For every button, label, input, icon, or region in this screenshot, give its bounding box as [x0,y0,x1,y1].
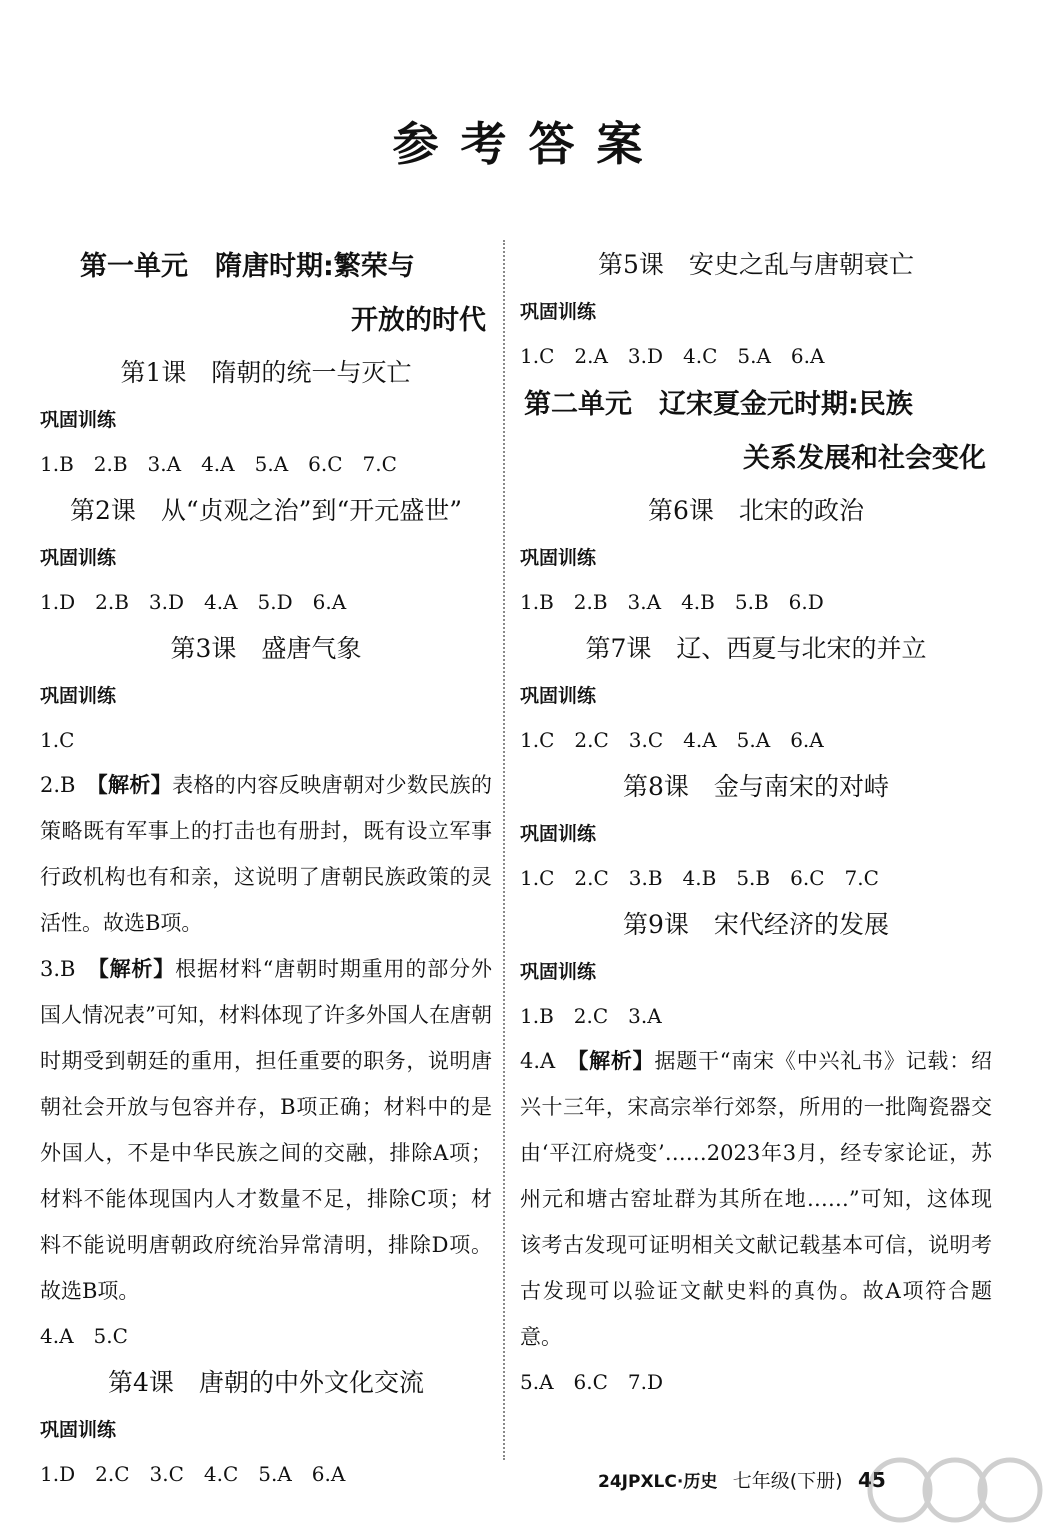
lesson-4-title: 第4课 唐朝的中外文化交流 [108,1368,424,1397]
grade-label: 七年级(下册) [732,1470,843,1492]
analysis-text: 表格的内容反映唐朝对少数民族的策略既有军事上的打击也有册封，既有设立军事行政机构也有和亲，这说明了唐朝民族政策的灵活性。故选B项。 [40,773,492,935]
lesson-6-title: 第6课 北宋的政治 [648,496,864,525]
left-column [40,240,492,1496]
analysis-text: 据题干“南宋《中兴礼书》记载：绍兴十三年，宋高宗举行郊祭，所用的一批陶瓷器交由‘平江府烧变’……2023年3月，经专家论证，苏州元和塘古窑址群为其所在地……”可知，这体现该考古发现可证明相关文献记载基本可信，说明考古发现可以验证文献史料的真伪。故A项符合题意。 [520,1049,992,1349]
answer-number: 3.B [40,957,76,981]
lesson-9-answer-4 [520,1038,992,1360]
lesson-2-section: 巩固训练 [40,547,117,569]
lesson-3-answer-3 [40,946,492,1314]
analysis-tag: 【解析】 [97,773,173,797]
lesson-6-section: 巩固训练 [520,547,597,569]
lesson-6-answers: 1.B 2.B 3.A 4.B 5.B 6.D [520,590,824,614]
page-footer [598,1460,886,1500]
lesson-7-title: 第7课 辽、西夏与北宋的并立 [585,634,927,663]
unit-1-line-1: 第一单元 隋唐时期:繁荣与 [80,251,415,282]
lesson-3-section: 巩固训练 [40,685,117,707]
lesson-9-answers: 1.B 2.C 3.A [520,1004,662,1028]
lesson-5-title: 第5课 安史之乱与唐朝衰亡 [598,250,914,279]
right-column [520,240,992,1404]
lesson-7-answers: 1.C 2.C 3.C 4.A 5.A 6.A [520,728,824,752]
lesson-3-title: 第3课 盛唐气象 [170,634,362,663]
watermark-logo [857,1450,1050,1530]
lesson-7-section: 巩固训练 [520,685,597,707]
column-divider [503,240,505,1460]
lesson-1-section: 巩固训练 [40,409,117,431]
lesson-9-title: 第9课 宋代经济的发展 [623,910,889,939]
page-title: 参考答案 [392,117,665,171]
lesson-8-answers: 1.C 2.C 3.B 4.B 5.B 6.C 7.C [520,866,879,890]
lesson-4-answers: 1.D 2.C 3.C 4.C 5.A 6.A [40,1462,346,1486]
analysis-text: 根据材料“唐朝时期重用的部分外国人情况表”可知，材料体现了许多外国人在唐朝时期受到朝廷的重用，担任重要的职务，说明唐朝社会开放与包容并存，B项正确；材料中的是外国人，不是中华民族之间的交融，排除A项；材料不能体现国内人才数量不足，排除C项；材料不能说明唐朝政府统治异常清明，排除D项。故选B项。 [40,957,493,1303]
unit-2-line-1: 第二单元 辽宋夏金元时期:民族 [524,389,913,420]
lesson-1-title: 第1课 隋朝的统一与灭亡 [120,358,412,387]
unit-2-line-2: 关系发展和社会变化 [743,443,986,474]
unit-2-heading [520,378,992,486]
lesson-5-answers: 1.C 2.A 3.D 4.C 5.A 6.A [520,344,825,368]
analysis-tag: 【解析】 [98,957,176,981]
lesson-3-answer-4: 4.A 5.C [40,1324,128,1348]
lesson-4-section: 巩固训练 [40,1419,117,1441]
page-number: 45 [857,1468,886,1492]
analysis-tag: 【解析】 [577,1049,655,1073]
answer-number: 4.A [520,1049,556,1073]
lesson-2-answers: 1.D 2.B 3.D 4.A 5.D 6.A [40,590,347,614]
lesson-2-title: 第2课 从“贞观之治”到“开元盛世” [69,496,463,525]
lesson-8-title: 第8课 金与南宋的对峙 [623,772,889,801]
unit-1-heading [40,240,492,348]
lesson-8-section: 巩固训练 [520,823,597,845]
lesson-5-section: 巩固训练 [520,301,597,323]
lesson-3-answer-2 [40,762,492,946]
book-code: 24JPXLC·历史 [598,1472,718,1492]
lesson-9-answer-5: 5.A 6.C 7.D [520,1370,664,1394]
answer-number: 2.B [40,773,76,797]
lesson-3-answer-1: 1.C [40,728,75,752]
unit-1-line-2: 开放的时代 [351,305,486,336]
lesson-1-answers: 1.B 2.B 3.A 4.A 5.A 6.C 7.C [40,452,397,476]
lesson-9-section: 巩固训练 [520,961,597,983]
